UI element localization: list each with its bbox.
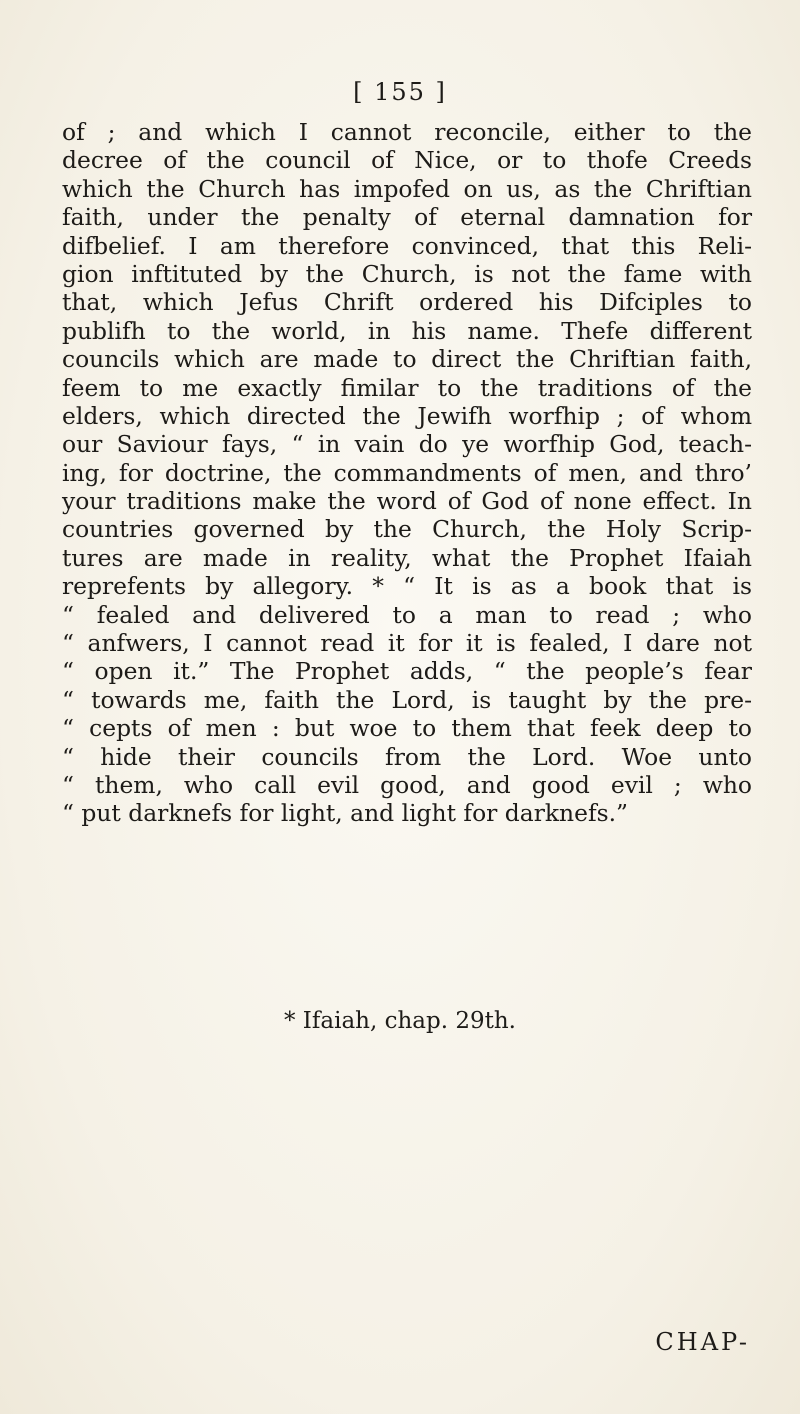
text-line: “ hide their councils from the Lord. Woe unto bbox=[62, 742, 752, 771]
text-line: your traditions make the word of God of none effect. In bbox=[62, 487, 752, 516]
text-line: “ open it.” The Prophet adds, “ the people’s fear bbox=[62, 657, 752, 686]
text-line: reprefents by allegory. * “ It is as a book that is bbox=[62, 572, 752, 601]
text-line: councils which are made to direct the Chriftian faith, bbox=[62, 345, 752, 374]
text-line: that, which Jefus Chrift ordered his Difciples to bbox=[62, 288, 752, 317]
page-number: [ 155 ] bbox=[353, 78, 447, 106]
text-line: which the Church has impofed on us, as the Chriftian bbox=[62, 174, 752, 203]
text-line: ing, for doctrine, the commandments of men, and thro’ bbox=[62, 458, 752, 487]
body-text bbox=[62, 118, 752, 828]
text-line: elders, which directed the Jewifh worfhip ; of whom bbox=[62, 401, 752, 430]
text-line: decree of the council of Nice, or to thofe Creeds bbox=[62, 146, 752, 175]
text-line: “ anfwers, I cannot read it for it is fealed, I dare not bbox=[62, 629, 752, 658]
text-line: tures are made in reality, what the Prophet Ifaiah bbox=[62, 543, 752, 572]
text-line: “ them, who call evil good, and good evil ; who bbox=[62, 770, 752, 799]
text-line: “ put darknefs for light, and light for darknefs.” bbox=[62, 799, 629, 828]
text-line: countries governed by the Church, the Holy Scrip- bbox=[62, 515, 752, 544]
text-line: feem to me exactly fimilar to the traditions of the bbox=[62, 373, 752, 402]
text-line: of ; and which I cannot reconcile, either to the bbox=[62, 118, 752, 146]
text-line: “ towards me, faith the Lord, is taught by the pre- bbox=[62, 685, 752, 714]
text-line: “ cepts of men : but woe to them that feek deep to bbox=[62, 714, 752, 743]
text-line: difbelief. I am therefore convinced, that this Reli- bbox=[62, 231, 752, 260]
text-line: “ fealed and delivered to a man to read ; who bbox=[62, 600, 752, 629]
catchword: CHAP- bbox=[655, 1328, 750, 1356]
text-line: publifh to the world, in his name. Thefe different bbox=[62, 316, 752, 345]
footnote: * Ifaiah, chap. 29th. bbox=[283, 1008, 516, 1034]
text-line: faith, under the penalty of eternal damnation for bbox=[62, 203, 752, 232]
text-line: our Saviour fays, “ in vain do ye worfhip God, teach- bbox=[62, 430, 752, 459]
text-line: gion inftituted by the Church, is not the fame with bbox=[62, 259, 752, 288]
